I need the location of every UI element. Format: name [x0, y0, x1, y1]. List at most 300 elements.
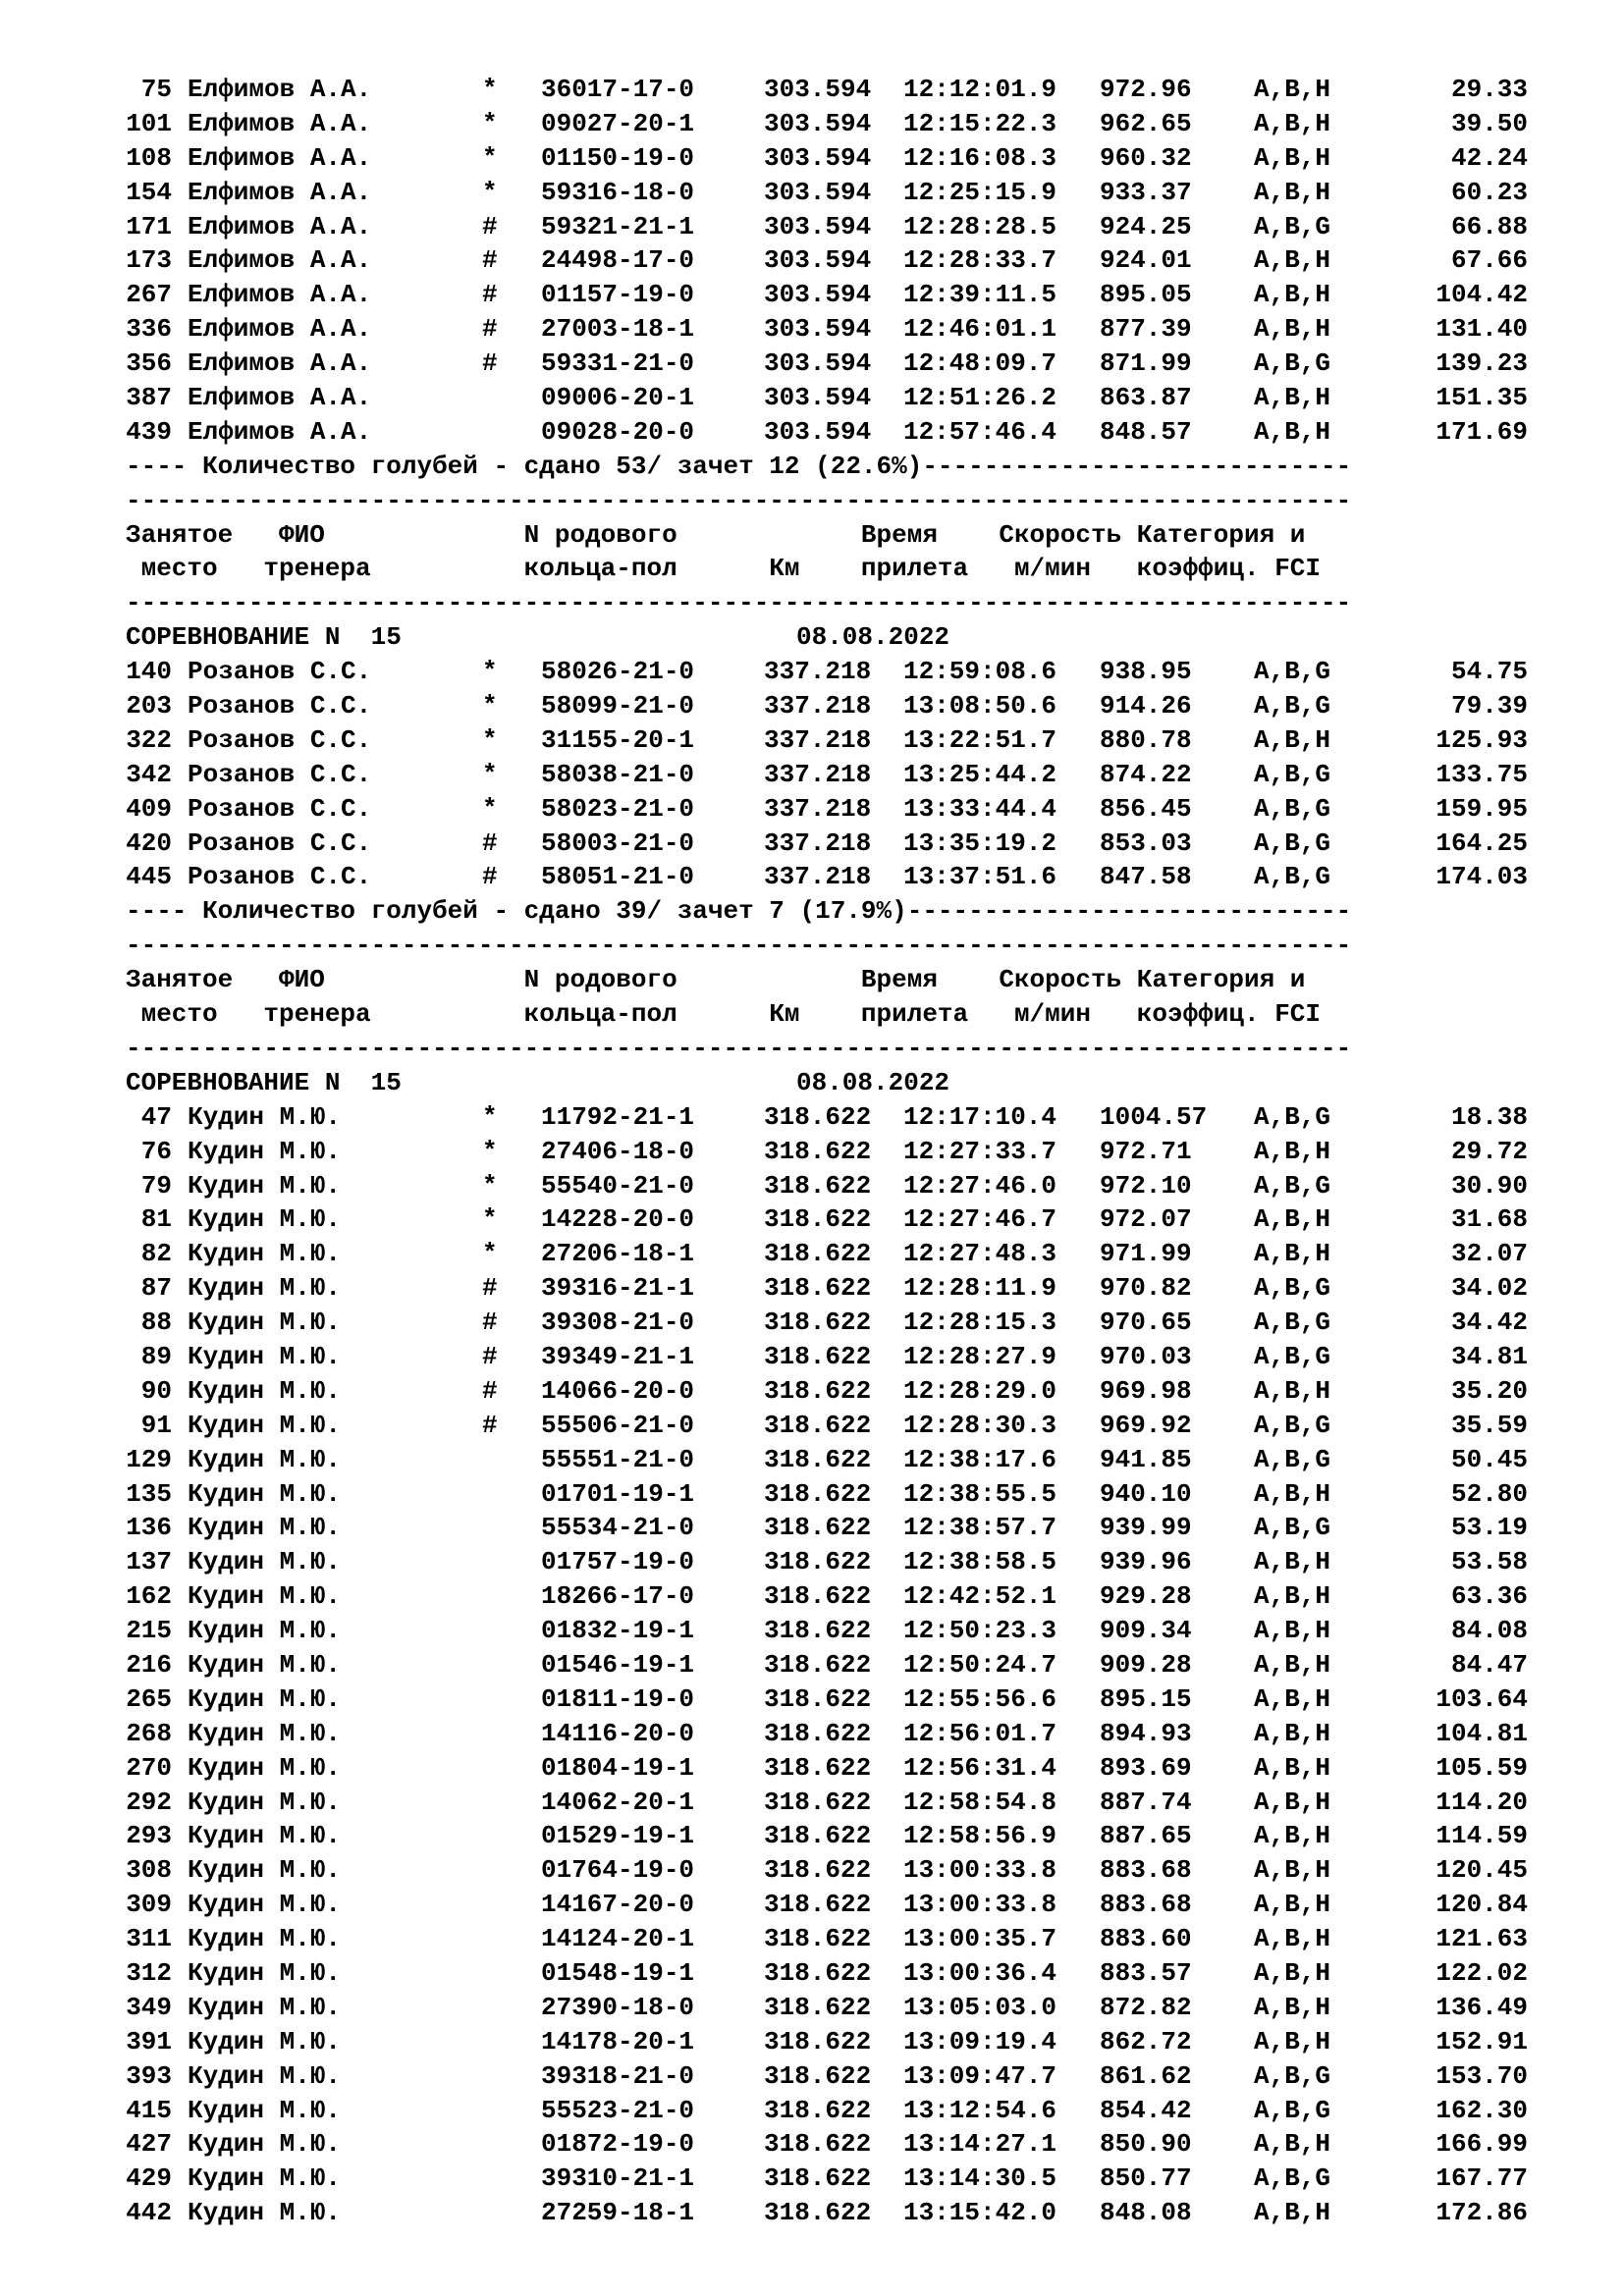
cell-speed: 972.96 [1100, 75, 1192, 104]
cell-mark: * [482, 142, 498, 173]
cell-km: 318.622 [764, 1478, 872, 1509]
cell-cat: A,B,G [1254, 828, 1331, 858]
cell-coef: 171.69 [1435, 416, 1528, 447]
cell-mark: # [482, 1341, 498, 1371]
cell-speed: 883.68 [1100, 1890, 1192, 1920]
cell-time: 12:51:26.2 [903, 383, 1057, 413]
cell-speed: 895.05 [1100, 280, 1192, 310]
result-row [126, 1922, 1598, 1956]
cell-time: 13:08:50.6 [903, 691, 1057, 721]
cell-speed: 894.93 [1100, 1718, 1192, 1748]
competition-date: 08.08.2022 [796, 622, 950, 653]
result-row [126, 1648, 1598, 1682]
cell-coef: 131.40 [1435, 314, 1528, 345]
cell-name: Елфимов А.А. [188, 142, 372, 173]
result-row [126, 1169, 1598, 1203]
cell-time: 12:48:09.7 [903, 348, 1057, 379]
summary-line: ---- Количество голубей - сдано 39/ зачет 7 (17.9%)----------------------------- [126, 896, 1352, 927]
cell-coef: 133.75 [1435, 759, 1528, 789]
cell-rank: 215 [126, 1616, 172, 1646]
cell-cat: A,B,G [1254, 2095, 1331, 2125]
cell-rank: 81 [140, 1204, 172, 1235]
cell-speed: 970.03 [1100, 1341, 1192, 1371]
cell-name: Елфимов А.А. [188, 383, 372, 413]
cell-ring: 01529-19-1 [541, 1821, 695, 1851]
cell-mark: * [482, 1170, 498, 1201]
cell-time: 12:56:31.4 [903, 1752, 1057, 1783]
competition-label: СОРЕВНОВАНИЕ N 15 [126, 1067, 402, 1097]
result-row [126, 1374, 1598, 1409]
cell-coef: 103.64 [1435, 1683, 1528, 1714]
cell-coef: 63.36 [1450, 1581, 1528, 1612]
cell-coef: 60.23 [1450, 177, 1528, 207]
cell-time: 13:14:27.1 [903, 2129, 1057, 2160]
cell-coef: 66.88 [1450, 211, 1528, 241]
results-sheet [126, 73, 1598, 2230]
competition-date: 08.08.2022 [796, 1067, 950, 1097]
cell-ring: 55534-21-0 [541, 1513, 695, 1543]
cell-coef: 164.25 [1435, 828, 1528, 858]
cell-cat: A,B,G [1254, 793, 1331, 824]
cell-name: Елфимов А.А. [188, 245, 372, 276]
result-row [126, 1271, 1598, 1306]
cell-speed: 969.92 [1100, 1410, 1192, 1440]
result-row [126, 1477, 1598, 1512]
cell-mark: # [482, 1308, 498, 1338]
cell-coef: 32.07 [1450, 1239, 1528, 1269]
cell-ring: 27259-18-1 [541, 2198, 695, 2228]
cell-cat: A,B,H [1254, 75, 1331, 104]
result-row [126, 758, 1598, 792]
cell-coef: 50.45 [1450, 1444, 1528, 1474]
cell-km: 318.622 [764, 1170, 872, 1201]
cell-km: 337.218 [764, 657, 872, 687]
cell-rank: 91 [140, 1410, 172, 1440]
cell-cat: A,B,H [1254, 177, 1331, 207]
cell-cat: A,B,H [1254, 1204, 1331, 1235]
result-row [126, 1135, 1598, 1169]
cell-rank: 322 [126, 724, 172, 755]
cell-ring: 14228-20-0 [541, 1204, 695, 1235]
cell-ring: 01832-19-1 [541, 1616, 695, 1646]
cell-km: 318.622 [764, 1924, 872, 1954]
cell-km: 318.622 [764, 1890, 872, 1920]
result-row [126, 1888, 1598, 1922]
cell-km: 318.622 [764, 1649, 872, 1680]
cell-coef: 120.45 [1435, 1855, 1528, 1886]
cell-coef: 29.72 [1450, 1136, 1528, 1166]
cell-km: 318.622 [764, 1957, 872, 1988]
cell-rank: 393 [126, 2060, 172, 2091]
cell-mark: # [482, 828, 498, 858]
cell-km: 318.622 [764, 1444, 872, 1474]
result-row [126, 1819, 1598, 1853]
result-row [126, 860, 1598, 894]
cell-name: Елфимов А.А. [188, 108, 372, 138]
cell-rank: 47 [140, 1101, 172, 1132]
cell-cat: A,B,H [1254, 1547, 1331, 1577]
cell-rank: 391 [126, 2026, 172, 2056]
cell-mark: * [482, 1136, 498, 1166]
cell-time: 12:57:46.4 [903, 416, 1057, 447]
competition-label: СОРЕВНОВАНИЕ N 15 [126, 622, 402, 653]
cell-km: 318.622 [764, 2129, 872, 2160]
cell-coef: 153.70 [1435, 2060, 1528, 2091]
cell-cat: A,B,H [1254, 1821, 1331, 1851]
cell-coef: 159.95 [1435, 793, 1528, 824]
cell-coef: 34.81 [1450, 1341, 1528, 1371]
separator-line: -------------------------------------------------------------------------------- [126, 588, 1352, 618]
cell-rank: 268 [126, 1718, 172, 1748]
cell-coef: 29.33 [1450, 75, 1528, 104]
result-row [126, 1786, 1598, 1820]
cell-speed: 874.22 [1100, 759, 1192, 789]
cell-coef: 84.47 [1450, 1649, 1528, 1680]
cell-name: Кудин М.Ю. [188, 1101, 342, 1132]
cell-speed: 939.99 [1100, 1513, 1192, 1543]
cell-coef: 152.91 [1435, 2026, 1528, 2056]
cell-speed: 880.78 [1100, 724, 1192, 755]
cell-coef: 114.59 [1435, 1821, 1528, 1851]
cell-km: 337.218 [764, 862, 872, 892]
result-row [126, 1443, 1598, 1477]
cell-time: 12:27:48.3 [903, 1239, 1057, 1269]
cell-speed: 887.65 [1100, 1821, 1192, 1851]
cell-cat: A,B,G [1254, 1341, 1331, 1371]
cell-ring: 58026-21-0 [541, 657, 695, 687]
cell-name: Кудин М.Ю. [188, 1683, 342, 1714]
cell-km: 337.218 [764, 759, 872, 789]
result-row [126, 1579, 1598, 1614]
cell-km: 303.594 [764, 108, 872, 138]
result-row [126, 381, 1598, 415]
cell-rank: 349 [126, 1992, 172, 2022]
cell-ring: 01764-19-0 [541, 1855, 695, 1886]
cell-time: 13:14:30.5 [903, 2163, 1057, 2194]
cell-coef: 104.42 [1435, 280, 1528, 310]
cell-rank: 90 [140, 1375, 172, 1406]
cell-coef: 114.20 [1435, 1787, 1528, 1817]
result-row [126, 2094, 1598, 2128]
result-row [126, 2162, 1598, 2196]
cell-time: 12:28:15.3 [903, 1308, 1057, 1338]
cell-time: 12:38:58.5 [903, 1547, 1057, 1577]
cell-rank: 311 [126, 1924, 172, 1954]
cell-cat: A,B,G [1254, 2163, 1331, 2194]
cell-coef: 34.42 [1450, 1308, 1528, 1338]
cell-time: 12:58:54.8 [903, 1787, 1057, 1817]
cell-time: 12:50:24.7 [903, 1649, 1057, 1680]
cell-rank: 312 [126, 1957, 172, 1988]
cell-time: 12:28:27.9 [903, 1341, 1057, 1371]
result-row [126, 243, 1598, 278]
cell-time: 12:27:46.0 [903, 1170, 1057, 1201]
cell-km: 303.594 [764, 142, 872, 173]
cell-coef: 120.84 [1435, 1890, 1528, 1920]
cell-rank: 140 [126, 657, 172, 687]
cell-km: 318.622 [764, 2198, 872, 2228]
cell-ring: 14178-20-1 [541, 2026, 695, 2056]
cell-coef: 166.99 [1435, 2129, 1528, 2160]
cell-time: 13:33:44.4 [903, 793, 1057, 824]
cell-time: 13:25:44.2 [903, 759, 1057, 789]
cell-km: 318.622 [764, 1752, 872, 1783]
cell-name: Елфимов А.А. [188, 348, 372, 379]
cell-time: 12:28:11.9 [903, 1273, 1057, 1304]
cell-rank: 292 [126, 1787, 172, 1817]
cell-ring: 27003-18-1 [541, 314, 695, 345]
cell-time: 13:00:35.7 [903, 1924, 1057, 1954]
cell-cat: A,B,G [1254, 759, 1331, 789]
cell-coef: 104.81 [1435, 1718, 1528, 1748]
cell-ring: 18266-17-0 [541, 1581, 695, 1612]
cell-cat: A,B,G [1254, 2060, 1331, 2091]
cell-speed: 941.85 [1100, 1444, 1192, 1474]
cell-km: 318.622 [764, 2060, 872, 2091]
cell-km: 337.218 [764, 828, 872, 858]
result-row [126, 1340, 1598, 1374]
result-row [126, 1991, 1598, 2025]
cell-ring: 14124-20-1 [541, 1924, 695, 1954]
cell-speed: 969.98 [1100, 1375, 1192, 1406]
cell-speed: 940.10 [1100, 1478, 1192, 1509]
cell-name: Елфимов А.А. [188, 314, 372, 345]
cell-rank: 439 [126, 416, 172, 447]
cell-time: 12:39:11.5 [903, 280, 1057, 310]
cell-speed: 970.65 [1100, 1308, 1192, 1338]
cell-km: 318.622 [764, 1239, 872, 1269]
cell-km: 318.622 [764, 1683, 872, 1714]
cell-km: 303.594 [764, 280, 872, 310]
cell-cat: A,B,H [1254, 1649, 1331, 1680]
cell-km: 337.218 [764, 691, 872, 721]
cell-name: Розанов С.С. [188, 828, 372, 858]
cell-km: 303.594 [764, 177, 872, 207]
cell-mark: # [482, 1410, 498, 1440]
cell-cat: A,B,G [1254, 1101, 1331, 1132]
cell-cat: A,B,H [1254, 1855, 1331, 1886]
cell-speed: 847.58 [1100, 862, 1192, 892]
cell-time: 13:09:19.4 [903, 2026, 1057, 2056]
cell-ring: 39308-21-0 [541, 1308, 695, 1338]
cell-mark: * [482, 691, 498, 721]
cell-name: Кудин М.Ю. [188, 1239, 342, 1269]
cell-rank: 82 [140, 1239, 172, 1269]
cell-time: 13:22:51.7 [903, 724, 1057, 755]
cell-mark: * [482, 1101, 498, 1132]
cell-speed: 856.45 [1100, 793, 1192, 824]
cell-km: 318.622 [764, 1101, 872, 1132]
cell-coef: 53.19 [1450, 1513, 1528, 1543]
cell-cat: A,B,H [1254, 1478, 1331, 1509]
cell-time: 13:12:54.6 [903, 2095, 1057, 2125]
result-row [126, 1306, 1598, 1340]
cell-rank: 89 [140, 1341, 172, 1371]
cell-mark: # [482, 314, 498, 345]
cell-speed: 1004.57 [1100, 1101, 1208, 1132]
cell-km: 318.622 [764, 2026, 872, 2056]
cell-km: 318.622 [764, 2163, 872, 2194]
cell-mark: # [482, 211, 498, 241]
column-header-line-2: место тренера кольца-пол Км прилета м/мин коэффиц. FCI [126, 999, 1321, 1030]
cell-rank: 420 [126, 828, 172, 858]
result-row [126, 1682, 1598, 1717]
separator-line: -------------------------------------------------------------------------------- [126, 485, 1352, 515]
cell-mark: # [482, 348, 498, 379]
cell-time: 12:46:01.1 [903, 314, 1057, 345]
cell-rank: 136 [126, 1513, 172, 1543]
cell-time: 12:56:01.7 [903, 1718, 1057, 1748]
cell-ring: 14167-20-0 [541, 1890, 695, 1920]
cell-rank: 270 [126, 1752, 172, 1783]
cell-time: 12:38:17.6 [903, 1444, 1057, 1474]
cell-ring: 01548-19-1 [541, 1957, 695, 1988]
cell-rank: 308 [126, 1855, 172, 1886]
cell-mark: # [482, 862, 498, 892]
cell-cat: A,B,H [1254, 1136, 1331, 1166]
cell-time: 13:09:47.7 [903, 2060, 1057, 2091]
cell-time: 13:05:03.0 [903, 1992, 1057, 2022]
cell-cat: A,B,H [1254, 2129, 1331, 2160]
cell-coef: 174.03 [1435, 862, 1528, 892]
cell-cat: A,B,G [1254, 1513, 1331, 1543]
cell-coef: 35.59 [1450, 1410, 1528, 1440]
cell-ring: 58003-21-0 [541, 828, 695, 858]
cell-km: 303.594 [764, 383, 872, 413]
cell-name: Розанов С.С. [188, 657, 372, 687]
cell-name: Елфимов А.А. [188, 280, 372, 310]
cell-ring: 09006-20-1 [541, 383, 695, 413]
cell-cat: A,B,H [1254, 2198, 1331, 2228]
result-row [126, 210, 1598, 244]
cell-name: Кудин М.Ю. [188, 1375, 342, 1406]
cell-name: Кудин М.Ю. [188, 1581, 342, 1612]
cell-mark: * [482, 75, 498, 104]
cell-rank: 76 [140, 1136, 172, 1166]
result-row [126, 792, 1598, 827]
cell-rank: 216 [126, 1649, 172, 1680]
cell-ring: 01150-19-0 [541, 142, 695, 173]
cell-time: 13:35:19.2 [903, 828, 1057, 858]
cell-ring: 39316-21-1 [541, 1273, 695, 1304]
cell-coef: 35.20 [1450, 1375, 1528, 1406]
cell-km: 318.622 [764, 1616, 872, 1646]
result-row [126, 1409, 1598, 1443]
result-row [126, 1751, 1598, 1786]
cell-mark: * [482, 759, 498, 789]
result-row [126, 278, 1598, 312]
cell-name: Кудин М.Ю. [188, 1957, 342, 1988]
cell-time: 12:42:52.1 [903, 1581, 1057, 1612]
cell-name: Кудин М.Ю. [188, 1547, 342, 1577]
cell-cat: A,B,H [1254, 314, 1331, 345]
cell-cat: A,B,G [1254, 1170, 1331, 1201]
cell-time: 13:00:33.8 [903, 1890, 1057, 1920]
cell-ring: 58099-21-0 [541, 691, 695, 721]
cell-speed: 883.60 [1100, 1924, 1192, 1954]
cell-ring: 59321-21-1 [541, 211, 695, 241]
cell-rank: 137 [126, 1547, 172, 1577]
cell-time: 12:55:56.6 [903, 1683, 1057, 1714]
cell-cat: A,B,H [1254, 724, 1331, 755]
cell-coef: 54.75 [1450, 657, 1528, 687]
cell-name: Розанов С.С. [188, 691, 372, 721]
cell-speed: 909.34 [1100, 1616, 1192, 1646]
cell-name: Кудин М.Ю. [188, 1444, 342, 1474]
cell-cat: A,B,G [1254, 862, 1331, 892]
cell-mark: * [482, 1239, 498, 1269]
cell-time: 12:38:55.5 [903, 1478, 1057, 1509]
result-row [126, 1853, 1598, 1888]
cell-ring: 59331-21-0 [541, 348, 695, 379]
cell-ring: 59316-18-0 [541, 177, 695, 207]
cell-ring: 58023-21-0 [541, 793, 695, 824]
cell-time: 12:27:33.7 [903, 1136, 1057, 1166]
cell-rank: 429 [126, 2163, 172, 2194]
result-row [126, 655, 1598, 689]
cell-cat: A,B,G [1254, 657, 1331, 687]
cell-coef: 67.66 [1450, 245, 1528, 276]
cell-speed: 887.74 [1100, 1787, 1192, 1817]
cell-km: 318.622 [764, 1204, 872, 1235]
result-row [126, 141, 1598, 176]
cell-time: 13:15:42.0 [903, 2198, 1057, 2228]
cell-cat: A,B,H [1254, 108, 1331, 138]
cell-time: 13:37:51.6 [903, 862, 1057, 892]
cell-time: 12:15:22.3 [903, 108, 1057, 138]
cell-coef: 53.58 [1450, 1547, 1528, 1577]
cell-name: Кудин М.Ю. [188, 1821, 342, 1851]
result-row [126, 1100, 1598, 1135]
cell-ring: 55551-21-0 [541, 1444, 695, 1474]
cell-ring: 58051-21-0 [541, 862, 695, 892]
cell-km: 303.594 [764, 348, 872, 379]
cell-speed: 862.72 [1100, 2026, 1192, 2056]
cell-km: 318.622 [764, 1821, 872, 1851]
result-row [126, 2059, 1598, 2094]
cell-name: Розанов С.С. [188, 759, 372, 789]
competition-line [126, 1066, 1598, 1100]
cell-cat: A,B,H [1254, 1239, 1331, 1269]
cell-speed: 871.99 [1100, 348, 1192, 379]
cell-km: 318.622 [764, 2095, 872, 2125]
cell-speed: 861.62 [1100, 2060, 1192, 2091]
cell-time: 13:00:36.4 [903, 1957, 1057, 1988]
cell-coef: 34.02 [1450, 1273, 1528, 1304]
result-row [126, 2025, 1598, 2059]
cell-cat: A,B,H [1254, 1890, 1331, 1920]
cell-speed: 848.08 [1100, 2198, 1192, 2228]
cell-km: 318.622 [764, 1992, 872, 2022]
cell-ring: 11792-21-1 [541, 1101, 695, 1132]
cell-coef: 18.38 [1450, 1101, 1528, 1132]
cell-ring: 55506-21-0 [541, 1410, 695, 1440]
cell-speed: 929.28 [1100, 1581, 1192, 1612]
cell-coef: 172.86 [1435, 2198, 1528, 2228]
cell-rank: 415 [126, 2095, 172, 2125]
cell-cat: A,B,H [1254, 416, 1331, 447]
cell-coef: 151.35 [1435, 383, 1528, 413]
cell-coef: 30.90 [1450, 1170, 1528, 1201]
cell-name: Кудин М.Ю. [188, 1136, 342, 1166]
cell-rank: 409 [126, 793, 172, 824]
cell-cat: A,B,H [1254, 1616, 1331, 1646]
cell-name: Кудин М.Ю. [188, 1924, 342, 1954]
cell-speed: 909.28 [1100, 1649, 1192, 1680]
cell-cat: A,B,G [1254, 691, 1331, 721]
cell-rank: 267 [126, 280, 172, 310]
result-row [126, 107, 1598, 141]
